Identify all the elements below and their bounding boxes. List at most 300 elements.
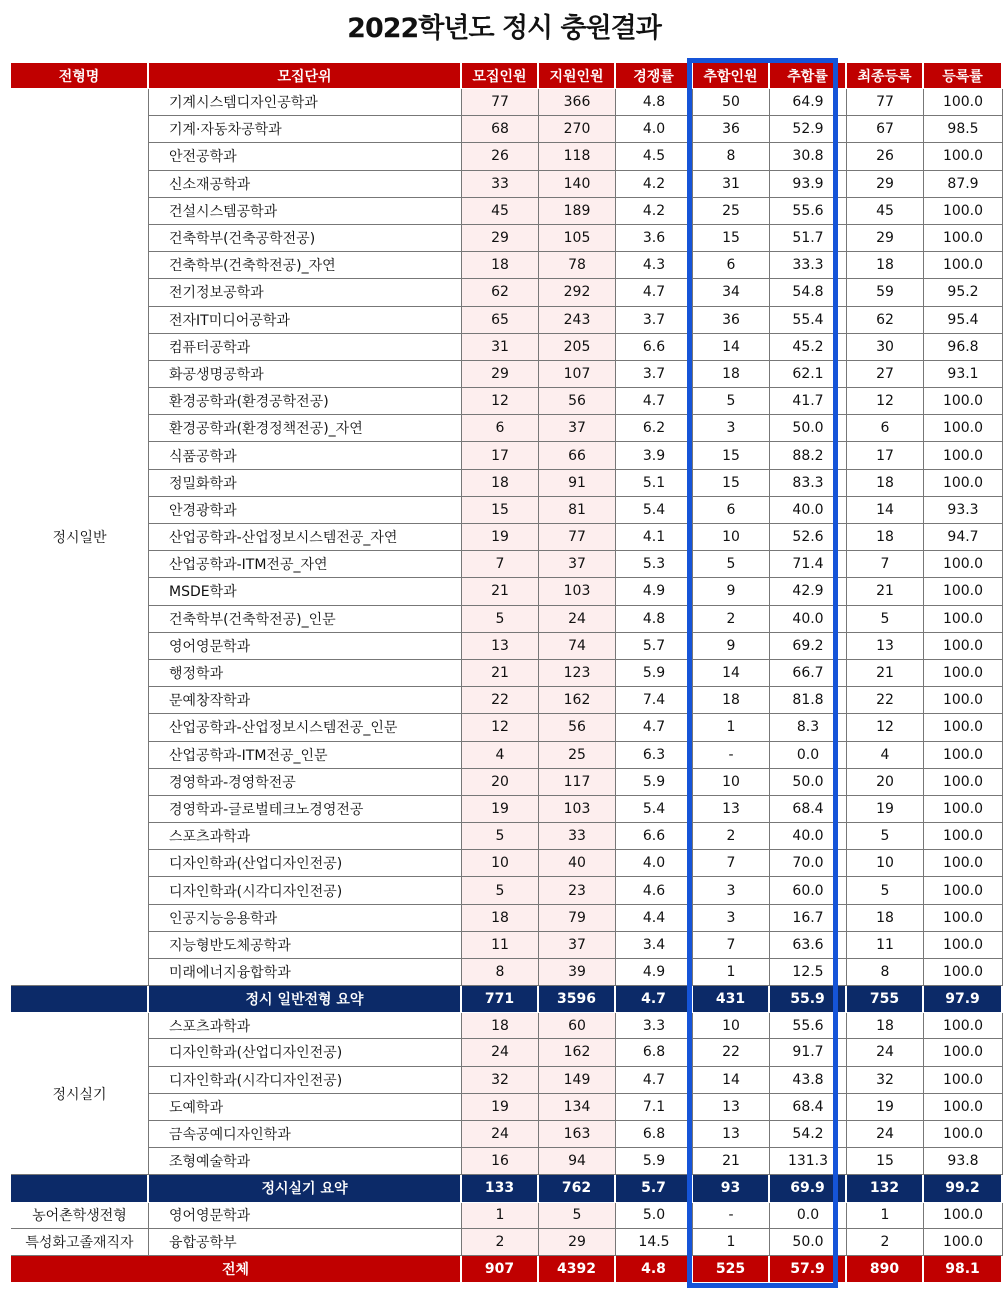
value-cell: 5.9	[616, 769, 693, 796]
unit-name: 디자인학과(시각디자인전공)	[149, 877, 462, 904]
value-cell: 19	[462, 1094, 539, 1121]
summary-value: 55.9	[770, 986, 847, 1013]
value-cell: 10	[693, 769, 770, 796]
value-cell: 65	[462, 307, 539, 334]
total-value: 890	[847, 1256, 924, 1283]
value-cell: 100.0	[924, 905, 1003, 932]
value-cell: 100.0	[924, 1094, 1003, 1121]
value-cell: 100.0	[924, 252, 1003, 279]
value-cell: 18	[693, 687, 770, 714]
value-cell: 140	[539, 171, 616, 198]
value-cell: 40.0	[770, 497, 847, 524]
value-cell: 3.7	[616, 361, 693, 388]
page-title: 2022학년도 정시 충원결과	[347, 13, 661, 44]
value-cell: 5.4	[616, 497, 693, 524]
value-cell: 19	[462, 796, 539, 823]
summary-value: 3596	[539, 986, 616, 1013]
value-cell: 189	[539, 198, 616, 225]
value-cell: 59	[847, 279, 924, 306]
unit-name: 경영학과-글로벌테크노경영전공	[149, 796, 462, 823]
total-value: 4392	[539, 1256, 616, 1283]
value-cell: 1	[693, 959, 770, 986]
value-cell: 6.6	[616, 334, 693, 361]
unit-name: 식품공학과	[149, 442, 462, 469]
unit-name: 정밀화학과	[149, 470, 462, 497]
value-cell: 4.8	[616, 89, 693, 116]
value-cell: 4.3	[616, 252, 693, 279]
value-cell: 22	[462, 687, 539, 714]
unit-name: 건축학부(건축학전공)_인문	[149, 606, 462, 633]
summary-value: 97.9	[924, 986, 1003, 1013]
summary-blank	[11, 986, 149, 1013]
value-cell: 4.2	[616, 171, 693, 198]
value-cell: 25	[539, 742, 616, 769]
value-cell: 77	[847, 89, 924, 116]
value-cell: 6.2	[616, 415, 693, 442]
value-cell: 33	[539, 823, 616, 850]
value-cell: 21	[462, 660, 539, 687]
value-cell: 93.3	[924, 497, 1003, 524]
value-cell: 45.2	[770, 334, 847, 361]
value-cell: 18	[462, 252, 539, 279]
value-cell: 21	[462, 578, 539, 605]
value-cell: 29	[539, 1229, 616, 1256]
unit-name: 산업공학과-ITM전공_인문	[149, 742, 462, 769]
value-cell: 292	[539, 279, 616, 306]
value-cell: 105	[539, 225, 616, 252]
unit-name: 경영학과-경영학전공	[149, 769, 462, 796]
value-cell: 8	[693, 143, 770, 170]
value-cell: 4.0	[616, 116, 693, 143]
unit-name: 건설시스템공학과	[149, 198, 462, 225]
total-label: 전체	[11, 1256, 462, 1283]
value-cell: 100.0	[924, 89, 1003, 116]
value-cell: 6	[847, 415, 924, 442]
value-cell: 18	[462, 470, 539, 497]
unit-name: 행정학과	[149, 660, 462, 687]
value-cell: 98.5	[924, 116, 1003, 143]
value-cell: 36	[693, 116, 770, 143]
value-cell: 131.3	[770, 1148, 847, 1175]
value-cell: 26	[462, 143, 539, 170]
value-cell: 118	[539, 143, 616, 170]
value-cell: 11	[847, 932, 924, 959]
unit-name: 기계시스템디자인공학과	[149, 89, 462, 116]
value-cell: 33.3	[770, 252, 847, 279]
header-cell: 모집인원	[462, 63, 539, 89]
value-cell: 9	[693, 633, 770, 660]
value-cell: 4.7	[616, 388, 693, 415]
value-cell: 42.9	[770, 578, 847, 605]
unit-name: 영어영문학과	[149, 633, 462, 660]
summary-label: 정시 일반전형 요약	[149, 986, 462, 1013]
unit-name: MSDE학과	[149, 578, 462, 605]
unit-name: 지능형반도체공학과	[149, 932, 462, 959]
unit-name: 컴퓨터공학과	[149, 334, 462, 361]
unit-name: 산업공학과-산업정보시스템전공_인문	[149, 714, 462, 741]
value-cell: 20	[462, 769, 539, 796]
value-cell: 24	[462, 1121, 539, 1148]
value-cell: 3.4	[616, 932, 693, 959]
summary-value: 771	[462, 986, 539, 1013]
value-cell: 91	[539, 470, 616, 497]
value-cell: 24	[847, 1121, 924, 1148]
value-cell: 100.0	[924, 959, 1003, 986]
value-cell: 41.7	[770, 388, 847, 415]
value-cell: 5.4	[616, 796, 693, 823]
value-cell: 15	[693, 442, 770, 469]
value-cell: 14.5	[616, 1229, 693, 1256]
value-cell: 5	[462, 823, 539, 850]
value-cell: 22	[847, 687, 924, 714]
value-cell: 55.6	[770, 1013, 847, 1039]
value-cell: 56	[539, 388, 616, 415]
value-cell: 4.9	[616, 578, 693, 605]
value-cell: 100.0	[924, 1121, 1003, 1148]
value-cell: 56	[539, 714, 616, 741]
value-cell: 94	[539, 1148, 616, 1175]
value-cell: 62	[462, 279, 539, 306]
summary-value: 431	[693, 986, 770, 1013]
value-cell: 52.9	[770, 116, 847, 143]
value-cell: 100.0	[924, 1013, 1003, 1039]
unit-name: 안전공학과	[149, 143, 462, 170]
value-cell: 5	[462, 606, 539, 633]
value-cell: 100.0	[924, 1203, 1003, 1229]
header-cell: 전형명	[11, 63, 149, 89]
value-cell: 68.4	[770, 1094, 847, 1121]
group-name: 정시실기	[11, 1013, 149, 1175]
value-cell: 5	[847, 606, 924, 633]
value-cell: 8	[847, 959, 924, 986]
value-cell: 18	[847, 905, 924, 932]
value-cell: 62	[847, 307, 924, 334]
value-cell: 100.0	[924, 633, 1003, 660]
summary-value: 69.9	[770, 1175, 847, 1202]
total-value: 525	[693, 1256, 770, 1283]
value-cell: 100.0	[924, 1039, 1003, 1066]
value-cell: 100.0	[924, 606, 1003, 633]
header-cell: 모집단위	[149, 63, 462, 89]
value-cell: 54.2	[770, 1121, 847, 1148]
value-cell: 100.0	[924, 850, 1003, 877]
value-cell: 50.0	[770, 1229, 847, 1256]
unit-name: 스포츠과학과	[149, 823, 462, 850]
value-cell: 12	[847, 714, 924, 741]
value-cell: 60	[539, 1013, 616, 1039]
value-cell: 13	[693, 1121, 770, 1148]
value-cell: 100.0	[924, 470, 1003, 497]
value-cell: 31	[462, 334, 539, 361]
value-cell: 4.7	[616, 714, 693, 741]
value-cell: 6	[693, 497, 770, 524]
value-cell: 40.0	[770, 823, 847, 850]
value-cell: 30.8	[770, 143, 847, 170]
value-cell: 2	[847, 1229, 924, 1256]
value-cell: 67	[847, 116, 924, 143]
unit-name: 산업공학과-ITM전공_자연	[149, 551, 462, 578]
value-cell: 63.6	[770, 932, 847, 959]
value-cell: 7.1	[616, 1094, 693, 1121]
unit-name: 조형예술학과	[149, 1148, 462, 1175]
value-cell: 45	[847, 198, 924, 225]
value-cell: 4.7	[616, 1067, 693, 1094]
value-cell: -	[693, 742, 770, 769]
summary-value: 4.7	[616, 986, 693, 1013]
value-cell: 6	[462, 415, 539, 442]
value-cell: 14	[847, 497, 924, 524]
value-cell: 62.1	[770, 361, 847, 388]
value-cell: 19	[847, 1094, 924, 1121]
unit-name: 전기정보공학과	[149, 279, 462, 306]
value-cell: 37	[539, 932, 616, 959]
value-cell: 4.5	[616, 143, 693, 170]
value-cell: 30	[847, 334, 924, 361]
value-cell: 45	[462, 198, 539, 225]
value-cell: 5.1	[616, 470, 693, 497]
value-cell: 40.0	[770, 606, 847, 633]
total-value: 907	[462, 1256, 539, 1283]
value-cell: 19	[847, 796, 924, 823]
value-cell: 100.0	[924, 660, 1003, 687]
value-cell: 270	[539, 116, 616, 143]
value-cell: 77	[462, 89, 539, 116]
results-table	[11, 63, 1003, 1288]
value-cell: 71.4	[770, 551, 847, 578]
unit-name: 문예창작학과	[149, 687, 462, 714]
value-cell: 100.0	[924, 823, 1003, 850]
value-cell: 13	[847, 633, 924, 660]
value-cell: 43.8	[770, 1067, 847, 1094]
value-cell: 74	[539, 633, 616, 660]
value-cell: 14	[693, 660, 770, 687]
value-cell: 103	[539, 796, 616, 823]
value-cell: 10	[693, 524, 770, 551]
value-cell: 88.2	[770, 442, 847, 469]
value-cell: 77	[539, 524, 616, 551]
value-cell: 9	[693, 578, 770, 605]
value-cell: 50	[693, 89, 770, 116]
value-cell: 79	[539, 905, 616, 932]
value-cell: 32	[847, 1067, 924, 1094]
value-cell: 70.0	[770, 850, 847, 877]
value-cell: 2	[693, 606, 770, 633]
value-cell: 117	[539, 769, 616, 796]
value-cell: 36	[693, 307, 770, 334]
value-cell: 15	[462, 497, 539, 524]
value-cell: 100.0	[924, 714, 1003, 741]
unit-name: 미래에너지융합학과	[149, 959, 462, 986]
value-cell: 12	[462, 714, 539, 741]
total-value: 57.9	[770, 1256, 847, 1283]
value-cell: 91.7	[770, 1039, 847, 1066]
value-cell: 12.5	[770, 959, 847, 986]
group-name: 농어촌학생전형	[11, 1203, 149, 1229]
value-cell: 15	[847, 1148, 924, 1175]
value-cell: 14	[693, 334, 770, 361]
unit-name: 기계·자동차공학과	[149, 116, 462, 143]
value-cell: 100.0	[924, 143, 1003, 170]
value-cell: 100.0	[924, 578, 1003, 605]
unit-name: 안경광학과	[149, 497, 462, 524]
value-cell: 11	[462, 932, 539, 959]
value-cell: -	[693, 1203, 770, 1229]
value-cell: 134	[539, 1094, 616, 1121]
value-cell: 16	[462, 1148, 539, 1175]
value-cell: 163	[539, 1121, 616, 1148]
unit-name: 환경공학과(환경공학전공)	[149, 388, 462, 415]
value-cell: 3.7	[616, 307, 693, 334]
value-cell: 7.4	[616, 687, 693, 714]
value-cell: 93.1	[924, 361, 1003, 388]
value-cell: 8.3	[770, 714, 847, 741]
value-cell: 60.0	[770, 877, 847, 904]
value-cell: 16.7	[770, 905, 847, 932]
value-cell: 26	[847, 143, 924, 170]
value-cell: 18	[847, 1013, 924, 1039]
summary-value: 762	[539, 1175, 616, 1202]
value-cell: 13	[693, 1094, 770, 1121]
value-cell: 19	[462, 524, 539, 551]
header-cell: 추합률	[770, 63, 847, 89]
summary-label: 정시실기 요약	[149, 1175, 462, 1202]
value-cell: 4.7	[616, 279, 693, 306]
value-cell: 4.2	[616, 198, 693, 225]
value-cell: 1	[693, 1229, 770, 1256]
value-cell: 18	[847, 470, 924, 497]
value-cell: 21	[847, 660, 924, 687]
value-cell: 100.0	[924, 796, 1003, 823]
value-cell: 12	[462, 388, 539, 415]
value-cell: 34	[693, 279, 770, 306]
value-cell: 100.0	[924, 442, 1003, 469]
value-cell: 29	[462, 225, 539, 252]
total-value: 98.1	[924, 1256, 1003, 1283]
value-cell: 4.9	[616, 959, 693, 986]
unit-name: 도예학과	[149, 1094, 462, 1121]
value-cell: 3	[693, 415, 770, 442]
value-cell: 366	[539, 89, 616, 116]
value-cell: 205	[539, 334, 616, 361]
value-cell: 5	[539, 1203, 616, 1229]
value-cell: 24	[847, 1039, 924, 1066]
value-cell: 94.7	[924, 524, 1003, 551]
unit-name: 산업공학과-산업정보시스템전공_자연	[149, 524, 462, 551]
value-cell: 100.0	[924, 742, 1003, 769]
value-cell: 5.3	[616, 551, 693, 578]
header-cell: 최종등록	[847, 63, 924, 89]
value-cell: 103	[539, 578, 616, 605]
unit-name: 디자인학과(산업디자인전공)	[149, 1039, 462, 1066]
value-cell: 31	[693, 171, 770, 198]
value-cell: 29	[847, 171, 924, 198]
value-cell: 5	[693, 551, 770, 578]
value-cell: 243	[539, 307, 616, 334]
value-cell: 81.8	[770, 687, 847, 714]
unit-name: 화공생명공학과	[149, 361, 462, 388]
value-cell: 64.9	[770, 89, 847, 116]
value-cell: 10	[462, 850, 539, 877]
value-cell: 40	[539, 850, 616, 877]
value-cell: 6.6	[616, 823, 693, 850]
value-cell: 100.0	[924, 932, 1003, 959]
value-cell: 17	[462, 442, 539, 469]
value-cell: 4	[462, 742, 539, 769]
value-cell: 27	[847, 361, 924, 388]
unit-name: 영어영문학과	[149, 1203, 462, 1229]
value-cell: 5	[462, 877, 539, 904]
header-cell: 추합인원	[693, 63, 770, 89]
value-cell: 4.6	[616, 877, 693, 904]
value-cell: 33	[462, 171, 539, 198]
unit-name: 디자인학과(산업디자인전공)	[149, 850, 462, 877]
value-cell: 7	[462, 551, 539, 578]
unit-name: 신소재공학과	[149, 171, 462, 198]
value-cell: 162	[539, 687, 616, 714]
value-cell: 13	[462, 633, 539, 660]
value-cell: 93.9	[770, 171, 847, 198]
value-cell: 39	[539, 959, 616, 986]
value-cell: 3.3	[616, 1013, 693, 1039]
value-cell: 100.0	[924, 415, 1003, 442]
value-cell: 68.4	[770, 796, 847, 823]
value-cell: 25	[693, 198, 770, 225]
value-cell: 29	[462, 361, 539, 388]
value-cell: 10	[693, 1013, 770, 1039]
value-cell: 54.8	[770, 279, 847, 306]
value-cell: 5.0	[616, 1203, 693, 1229]
value-cell: 10	[847, 850, 924, 877]
summary-value: 99.2	[924, 1175, 1003, 1202]
value-cell: 50.0	[770, 769, 847, 796]
value-cell: 2	[693, 823, 770, 850]
unit-name: 건축학부(건축공학전공)	[149, 225, 462, 252]
value-cell: 50.0	[770, 415, 847, 442]
value-cell: 18	[847, 524, 924, 551]
value-cell: 0.0	[770, 1203, 847, 1229]
value-cell: 18	[847, 252, 924, 279]
value-cell: 18	[693, 361, 770, 388]
value-cell: 6	[693, 252, 770, 279]
group-name: 정시일반	[11, 89, 149, 986]
value-cell: 3.6	[616, 225, 693, 252]
value-cell: 29	[847, 225, 924, 252]
value-cell: 100.0	[924, 1067, 1003, 1094]
unit-name: 스포츠과학과	[149, 1013, 462, 1039]
value-cell: 5.7	[616, 633, 693, 660]
unit-name: 융합공학부	[149, 1229, 462, 1256]
value-cell: 37	[539, 551, 616, 578]
value-cell: 2	[462, 1229, 539, 1256]
value-cell: 15	[693, 470, 770, 497]
header-cell: 경쟁률	[616, 63, 693, 89]
value-cell: 100.0	[924, 1229, 1003, 1256]
value-cell: 100.0	[924, 687, 1003, 714]
value-cell: 3.9	[616, 442, 693, 469]
value-cell: 12	[847, 388, 924, 415]
value-cell: 1	[693, 714, 770, 741]
value-cell: 3	[693, 877, 770, 904]
value-cell: 100.0	[924, 769, 1003, 796]
value-cell: 51.7	[770, 225, 847, 252]
value-cell: 96.8	[924, 334, 1003, 361]
value-cell: 123	[539, 660, 616, 687]
value-cell: 20	[847, 769, 924, 796]
summary-value: 5.7	[616, 1175, 693, 1202]
summary-value: 133	[462, 1175, 539, 1202]
unit-name: 건축학부(건축학전공)_자연	[149, 252, 462, 279]
value-cell: 87.9	[924, 171, 1003, 198]
